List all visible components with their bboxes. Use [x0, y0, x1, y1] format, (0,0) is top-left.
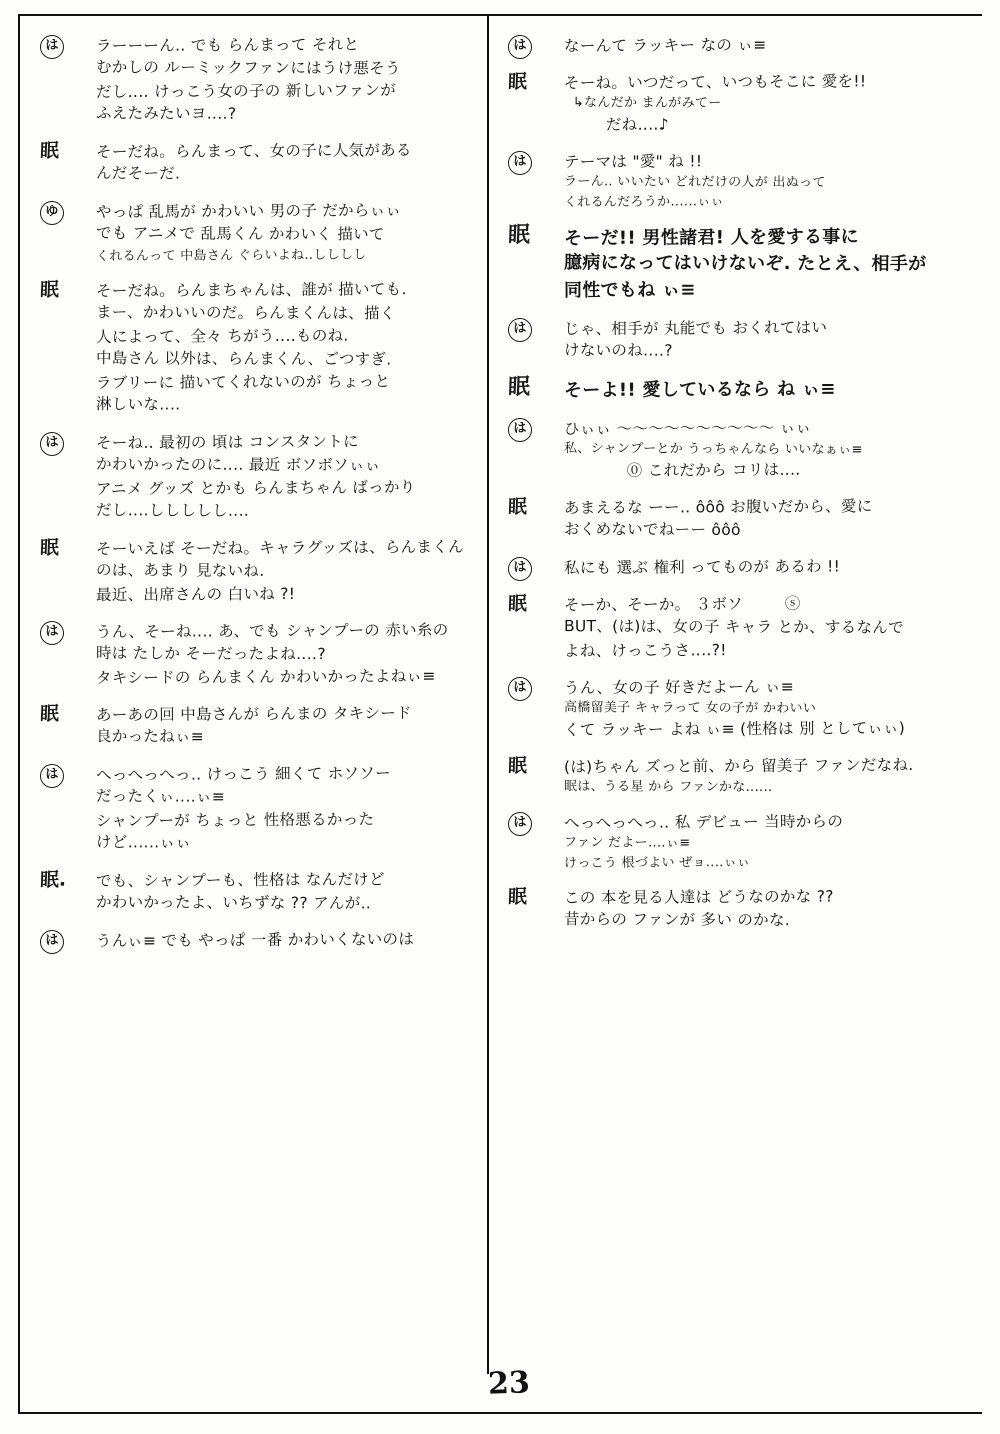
dialogue-entry	[508, 496, 938, 542]
dialogue-line: でも、シャンプーも、性格は なんだけど	[95, 870, 385, 891]
dialogue-entry	[508, 71, 938, 136]
dialogue-line: テーマは "愛" ね !!	[563, 152, 703, 172]
speaker-name: 眠	[507, 592, 528, 616]
speaker-label	[508, 755, 554, 777]
page-border-top	[18, 14, 982, 16]
dialogue-line: けっこう 根づよい ぜョ‥‥ぃぃ	[563, 855, 751, 872]
speaker-name: 眠	[507, 495, 528, 519]
speaker-circle-icon: は	[507, 811, 532, 836]
speaker-name: 眠	[39, 278, 60, 302]
speaker-label	[508, 150, 554, 175]
dialogue-entry	[40, 929, 470, 952]
dialogue-line: そーね。いつだって、いつもそこに 愛を!!	[563, 72, 867, 93]
speaker-name: 眠	[507, 374, 531, 401]
dialogue-line: そーよ!! 愛しているなら ね ぃ≡	[563, 378, 836, 402]
speaker-label	[40, 703, 86, 725]
speaker-name: 眠	[507, 885, 528, 909]
speaker-name: 眠	[39, 702, 60, 726]
dialogue-line: ラーん‥ いいたい どれだけの人が 出ぬって	[563, 174, 826, 191]
dialogue-text	[564, 755, 938, 797]
column-divider-rule	[487, 14, 489, 1374]
page-border-left	[18, 14, 20, 1414]
dialogue-line: だし‥‥ けっこう女の子の 新しいファンが	[95, 81, 397, 102]
speaker-label	[40, 431, 86, 456]
speaker-name: 眠	[507, 754, 528, 778]
dialogue-line: そーね‥ 最初の 頃は コンスタントに	[95, 432, 359, 453]
dialogue-line: だったくぃ‥‥ぃ≡	[95, 787, 226, 806]
dialogue-line: 最近、出席さんの 白いね ?!	[95, 584, 296, 605]
speaker-label	[40, 537, 86, 559]
dialogue-entry	[508, 34, 938, 57]
dialogue-entry	[40, 763, 470, 855]
dialogue-line: 私にも 選ぶ 権利 ってものが あるわ !!	[563, 557, 841, 578]
dialogue-line: BUT、(は)は、女の子 キャラ とか、するなんで	[563, 617, 904, 637]
dialogue-line: 良かったねぃ≡	[95, 727, 205, 746]
dialogue-line: くれるんって 中島さん ぐらいよね‥しししし	[95, 247, 367, 265]
speaker-circle-icon: は	[39, 763, 64, 788]
speaker-label	[40, 620, 86, 645]
dialogue-line: うんぃ≡ でも やっぱ 一番 かわいくないのは	[95, 930, 415, 951]
dialogue-line: なーんて ラッキー なの ぃ≡	[563, 35, 767, 56]
dialogue-text	[96, 537, 470, 606]
speaker-circle-icon: は	[507, 676, 532, 701]
dialogue-line: 昔からの ファンが 多い のかな.	[563, 910, 791, 930]
dialogue-line: 同性でもね ぃ≡	[563, 279, 696, 302]
dialogue-line: ↳なんだか まんがみてー	[563, 95, 722, 111]
dialogue-text	[96, 929, 470, 952]
dialogue-entry	[40, 200, 470, 265]
dialogue-entry	[508, 417, 938, 482]
dialogue-entry	[507, 374, 938, 403]
speaker-label	[40, 200, 86, 225]
speaker-label	[508, 593, 554, 615]
dialogue-line: そーいえば そーだね。キャラグッズは、らんまくん	[95, 537, 464, 559]
speaker-name: 眠	[39, 139, 60, 163]
dialogue-line: おくめないでねーー ôôô	[563, 520, 741, 539]
speaker-label	[508, 34, 554, 59]
dialogue-line: うん、女の子 好きだよーん ぃ≡	[563, 677, 795, 698]
dialogue-line: だね‥‥♪	[563, 115, 669, 135]
right-column	[508, 34, 938, 946]
dialogue-line: よね、けっこうさ‥‥?!	[563, 641, 727, 661]
dialogue-line: アニメ グッズ とかも らんまちゃん ばっかり	[95, 478, 416, 499]
speaker-label	[508, 71, 554, 93]
speaker-name: 眠.	[39, 868, 67, 892]
dialogue-line: まー、かわいいのだ。らんまくんは、描く	[95, 303, 396, 323]
dialogue-line: ふえたみたいヨ‥‥?	[95, 104, 237, 123]
dialogue-text	[564, 417, 938, 482]
dialogue-line: やっぱ 乱馬が かわいい 男の子 だからぃぃ	[95, 201, 402, 222]
speaker-label	[508, 676, 554, 701]
speaker-label	[40, 869, 86, 891]
dialogue-line: ラーーーん‥ でも らんまって それと	[95, 35, 360, 56]
dialogue-text	[564, 496, 938, 542]
dialogue-line: 私、シャンプーとか うっちゃんなら いいなぁぃ≡	[563, 441, 863, 458]
dialogue-text	[96, 431, 470, 523]
dialogue-line: けど‥‥‥ぃぃ	[95, 833, 192, 852]
speaker-circle-icon: は	[507, 150, 532, 175]
speaker-circle-icon: は	[507, 317, 532, 342]
dialogue-entry	[508, 676, 938, 741]
dialogue-text	[564, 34, 938, 57]
dialogue-entry	[40, 537, 470, 606]
dialogue-text	[564, 317, 938, 363]
dialogue-line: 時は たしか そーだったよね‥‥?	[95, 644, 326, 664]
dialogue-entry	[40, 431, 470, 523]
dialogue-line: あまえるな ーー‥ ôôô お腹いだから、愛に	[563, 497, 873, 518]
speaker-name: 眠	[507, 222, 531, 249]
dialogue-line: この 本を見る人達は どうなのかな ??	[563, 887, 834, 908]
dialogue-line: じゃ、相手が 丸能でも おくれてはい	[563, 318, 828, 339]
dialogue-text	[96, 34, 470, 126]
dialogue-text	[564, 71, 938, 136]
dialogue-line: だし‥‥ししししし‥‥	[95, 501, 250, 520]
dialogue-entry	[508, 886, 938, 932]
dialogue-line: (は)ちゃん ズっと前、から 留美子 ファンだなね.	[563, 756, 914, 777]
speaker-label	[507, 222, 554, 249]
speaker-label	[40, 929, 86, 954]
dialogue-line: へっへっへっ‥ けっこう 細くて ホソソー	[95, 764, 391, 785]
speaker-name: 眠	[507, 70, 528, 94]
dialogue-line: けないのね‥‥?	[563, 341, 673, 360]
dialogue-entry	[40, 140, 470, 186]
dialogue-text	[96, 703, 470, 749]
speaker-label	[40, 763, 86, 788]
dialogue-text	[96, 763, 470, 855]
dialogue-line: ファン だよー‥‥ぃ≡	[563, 835, 691, 851]
dialogue-line: かわいかったのに‥‥ 最近 ボソボソぃぃ	[95, 455, 381, 475]
speaker-label	[508, 811, 554, 836]
dialogue-line: あーあの回 中島さんが らんまの タキシード	[95, 704, 412, 725]
speaker-label	[508, 317, 554, 342]
speaker-name: 眠	[39, 536, 60, 560]
speaker-label	[40, 34, 86, 59]
dialogue-text	[564, 811, 938, 872]
speaker-label	[507, 374, 554, 401]
speaker-label	[40, 279, 86, 301]
dialogue-entry	[508, 593, 938, 662]
dialogue-line: そーだね。らんまって、女の子に人気がある	[95, 141, 412, 162]
page-border-bottom	[18, 1412, 982, 1414]
dialogue-line: くて ラッキー よね ぃ≡ (性格は 別 としてぃぃ)	[563, 719, 906, 740]
dialogue-line: ラブリーに 描いてくれないのが ちょっと	[95, 372, 391, 393]
dialogue-text	[96, 869, 470, 915]
dialogue-line: んだそーだ.	[95, 164, 181, 183]
dialogue-text	[564, 886, 938, 932]
dialogue-entry	[508, 150, 938, 211]
dialogue-entry	[40, 703, 470, 749]
speaker-circle-icon: は	[39, 620, 64, 645]
speaker-circle-icon: は	[39, 929, 64, 954]
dialogue-line: タキシードの らんまくん かわいかったよねぃ≡	[95, 667, 436, 688]
dialogue-text	[96, 620, 470, 689]
page-number: 23	[487, 1365, 531, 1402]
dialogue-line: ひぃぃ 〜〜〜〜〜〜〜〜〜〜 ぃぃ	[563, 418, 812, 439]
dialogue-entry	[40, 869, 470, 915]
dialogue-line: くれるんだろうか‥‥‥ぃぃ	[563, 194, 724, 211]
dialogue-entry	[40, 34, 470, 126]
dialogue-entry	[508, 755, 938, 797]
speaker-circle-icon: は	[507, 556, 532, 581]
dialogue-line: そーか、そーか。 ３ボソ ⓢ	[563, 594, 801, 615]
speaker-label	[508, 556, 554, 581]
dialogue-entry	[40, 620, 470, 689]
speaker-label	[508, 496, 554, 518]
dialogue-line: シャンプーが ちょっと 性格悪るかった	[95, 810, 375, 831]
dialogue-text	[564, 150, 938, 211]
speaker-label	[40, 140, 86, 162]
dialogue-line: 臆病になってはいけないぞ. たとえ、相手が	[563, 252, 927, 275]
dialogue-text	[564, 556, 938, 579]
dialogue-line: むかしの ルーミックファンにはうけ悪そう	[95, 58, 401, 78]
dialogue-entry	[507, 222, 938, 303]
dialogue-text	[564, 676, 938, 741]
speaker-label	[508, 886, 554, 908]
dialogue-line: 眠は、うる星 から ファンかな‥‥‥	[563, 779, 773, 796]
dialogue-line: そーだ!! 男性諸君! 人を愛する事に	[563, 226, 859, 250]
dialogue-line: そーだね。らんまちゃんは、誰が 描いても.	[95, 280, 407, 301]
speaker-label	[508, 417, 554, 442]
dialogue-text	[96, 140, 470, 186]
dialogue-line: でも アニメで 乱馬くん かわいく 描いて	[95, 224, 385, 244]
speaker-circle-icon: は	[507, 34, 532, 59]
dialogue-line: 人によって、全々 ちがう‥‥ものね.	[95, 326, 349, 347]
speaker-circle-icon: ゆ	[39, 200, 64, 225]
dialogue-line: 中島さん 以外は、らんまくん、ごつすぎ.	[95, 349, 392, 369]
dialogue-text	[564, 377, 938, 403]
dialogue-text	[564, 225, 938, 303]
speaker-circle-icon: は	[39, 34, 64, 59]
speaker-circle-icon: は	[39, 431, 64, 456]
dialogue-line: 高橋留美子 キャラって 女の子が かわいい	[563, 700, 817, 717]
speaker-circle-icon: は	[507, 417, 532, 442]
dialogue-line: へっへっへっ‥ 私 デビュー 当時からの	[563, 812, 844, 833]
left-column	[40, 34, 470, 966]
dialogue-line: のは、あまり 見ないね.	[95, 561, 265, 580]
dialogue-text	[564, 593, 938, 662]
dialogue-line: うん、そーね‥‥ あ、でも シャンプーの 赤い糸の	[95, 620, 449, 642]
dialogue-entry	[508, 317, 938, 363]
dialogue-line: ⓪ これだから コリは‥‥	[563, 460, 801, 481]
dialogue-line: 淋しいな‥‥	[95, 395, 181, 414]
dialogue-line: かわいかったよ、いちずな ?? アんが‥	[95, 893, 372, 913]
dialogue-entry	[508, 811, 938, 872]
dialogue-text	[96, 279, 470, 417]
dialogue-entry	[40, 279, 470, 417]
dialogue-text	[96, 200, 470, 265]
dialogue-entry	[508, 556, 938, 579]
